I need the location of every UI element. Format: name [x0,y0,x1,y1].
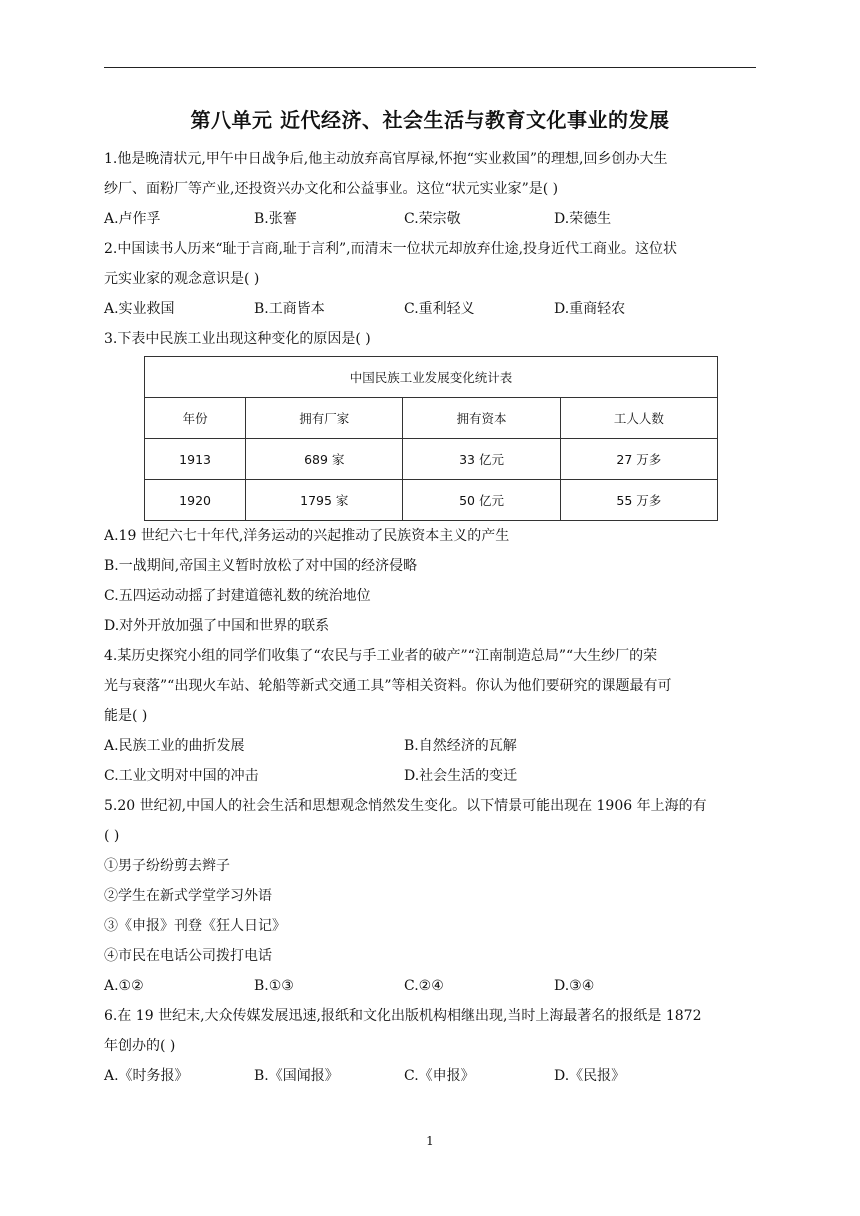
question-4 [104,641,756,791]
table-cell: 33 亿元 [403,439,560,480]
option-b: B.《国闻报》 [254,1068,339,1084]
question-text: 年创办的( ) [104,1038,176,1054]
question-text: 5.20 世纪初,中国人的社会生活和思想观念悄然发生变化。以下情景可能出现在 1906 年上海的有 [104,798,707,814]
options-row [104,204,756,234]
table-cell: 689 家 [246,439,403,480]
option-c: C.②④ [404,978,444,994]
header-cell: 工人人数 [560,398,717,439]
question-text: 6.在 19 世纪末,大众传媒发展迅速,报纸和文化出版机构相继出现,当时上海最著名的报纸是 1872 [104,1008,702,1024]
option-d: D.荣德生 [554,211,612,227]
options-row [104,761,756,791]
options-row [104,294,756,324]
option-b: B.一战期间,帝国主义暂时放松了对中国的经济侵略 [104,558,418,574]
option-d: D.对外开放加强了中国和世界的联系 [104,618,330,634]
option-a: A.民族工业的曲折发展 [104,738,245,754]
question-text: 光与衰落”“出现火车站、轮船等新式交通工具”等相关资料。你认为他们要研究的课题最有可 [104,678,672,694]
table-row [145,480,718,521]
option-c: C.《申报》 [404,1068,475,1084]
scenario-item: ④市民在电话公司拨打电话 [104,948,272,964]
option-c: C.五四运动动摇了封建道德礼数的统治地位 [104,588,371,604]
option-d: D.社会生活的变迁 [404,768,518,784]
scenario-item: ①男子纷纷剪去辫子 [104,858,230,874]
table-row [145,439,718,480]
question-2 [104,234,756,324]
table-cell: 1913 [145,439,246,480]
header-cell: 拥有厂家 [246,398,403,439]
question-text: 能是( ) [104,708,148,724]
options-row [104,731,756,761]
table-cell: 1920 [145,480,246,521]
options-row [104,971,756,1001]
question-text: 3.下表中民族工业出现这种变化的原因是( ) [104,331,371,347]
question-text: 4.某历史探究小组的同学们收集了“农民与手工业者的破产”“江南制造总局”“大生纱厂的荣 [104,648,658,664]
option-b: B.①③ [254,978,294,994]
page-title: 第八单元 近代经济、社会生活与教育文化事业的发展 [190,108,670,132]
option-b: B.自然经济的瓦解 [404,738,517,754]
option-b: B.工商皆本 [254,301,325,317]
option-c: C.荣宗敬 [404,211,461,227]
option-d: D.③④ [554,978,595,994]
industry-stats-table [144,356,718,521]
options-row [104,1061,756,1091]
option-a: A.实业救国 [104,301,175,317]
question-text: 元实业家的观念意识是( ) [104,271,260,287]
question-text: 纱厂、面粉厂等产业,还投资兴办文化和公益事业。这位“状元实业家”是( ) [104,181,559,197]
table-cell: 27 万多 [560,439,717,480]
question-text: 2.中国读书人历来“耻于言商,耻于言利”,而清末一位状元却放弃仕途,投身近代工商业。这位状 [104,241,678,257]
question-5 [104,791,756,1001]
option-d: D.重商轻农 [554,301,626,317]
table-cell: 55 万多 [560,480,717,521]
option-a: A.《时务报》 [104,1068,189,1084]
question-text: ( ) [104,828,120,844]
header-cell: 年份 [145,398,246,439]
option-c: C.工业文明对中国的冲击 [104,768,259,784]
option-a: A.卢作孚 [104,211,161,227]
question-text: 1.他是晚清状元,甲午中日战争后,他主动放弃高官厚禄,怀抱“实业救国”的理想,回乡创办大生 [104,151,668,167]
scenario-item: ②学生在新式学堂学习外语 [104,888,272,904]
header-rule [104,67,756,68]
table-caption: 中国民族工业发展变化统计表 [145,357,718,398]
table-cell: 1795 家 [246,480,403,521]
header-cell: 拥有资本 [403,398,560,439]
table-cell: 50 亿元 [403,480,560,521]
option-b: B.张謇 [254,211,297,227]
option-d: D.《民报》 [554,1068,626,1084]
option-a: A.①② [104,978,144,994]
question-list [104,144,756,1091]
question-1 [104,144,756,234]
table-header-row [145,398,718,439]
question-6 [104,1001,756,1091]
option-a: A.19 世纪六七十年代,洋务运动的兴起推动了民族资本主义的产生 [104,528,510,544]
option-c: C.重利轻义 [404,301,475,317]
page-number: 1 [426,1134,434,1148]
scenario-item: ③《申报》刊登《狂人日记》 [104,918,286,934]
question-3 [104,324,756,641]
